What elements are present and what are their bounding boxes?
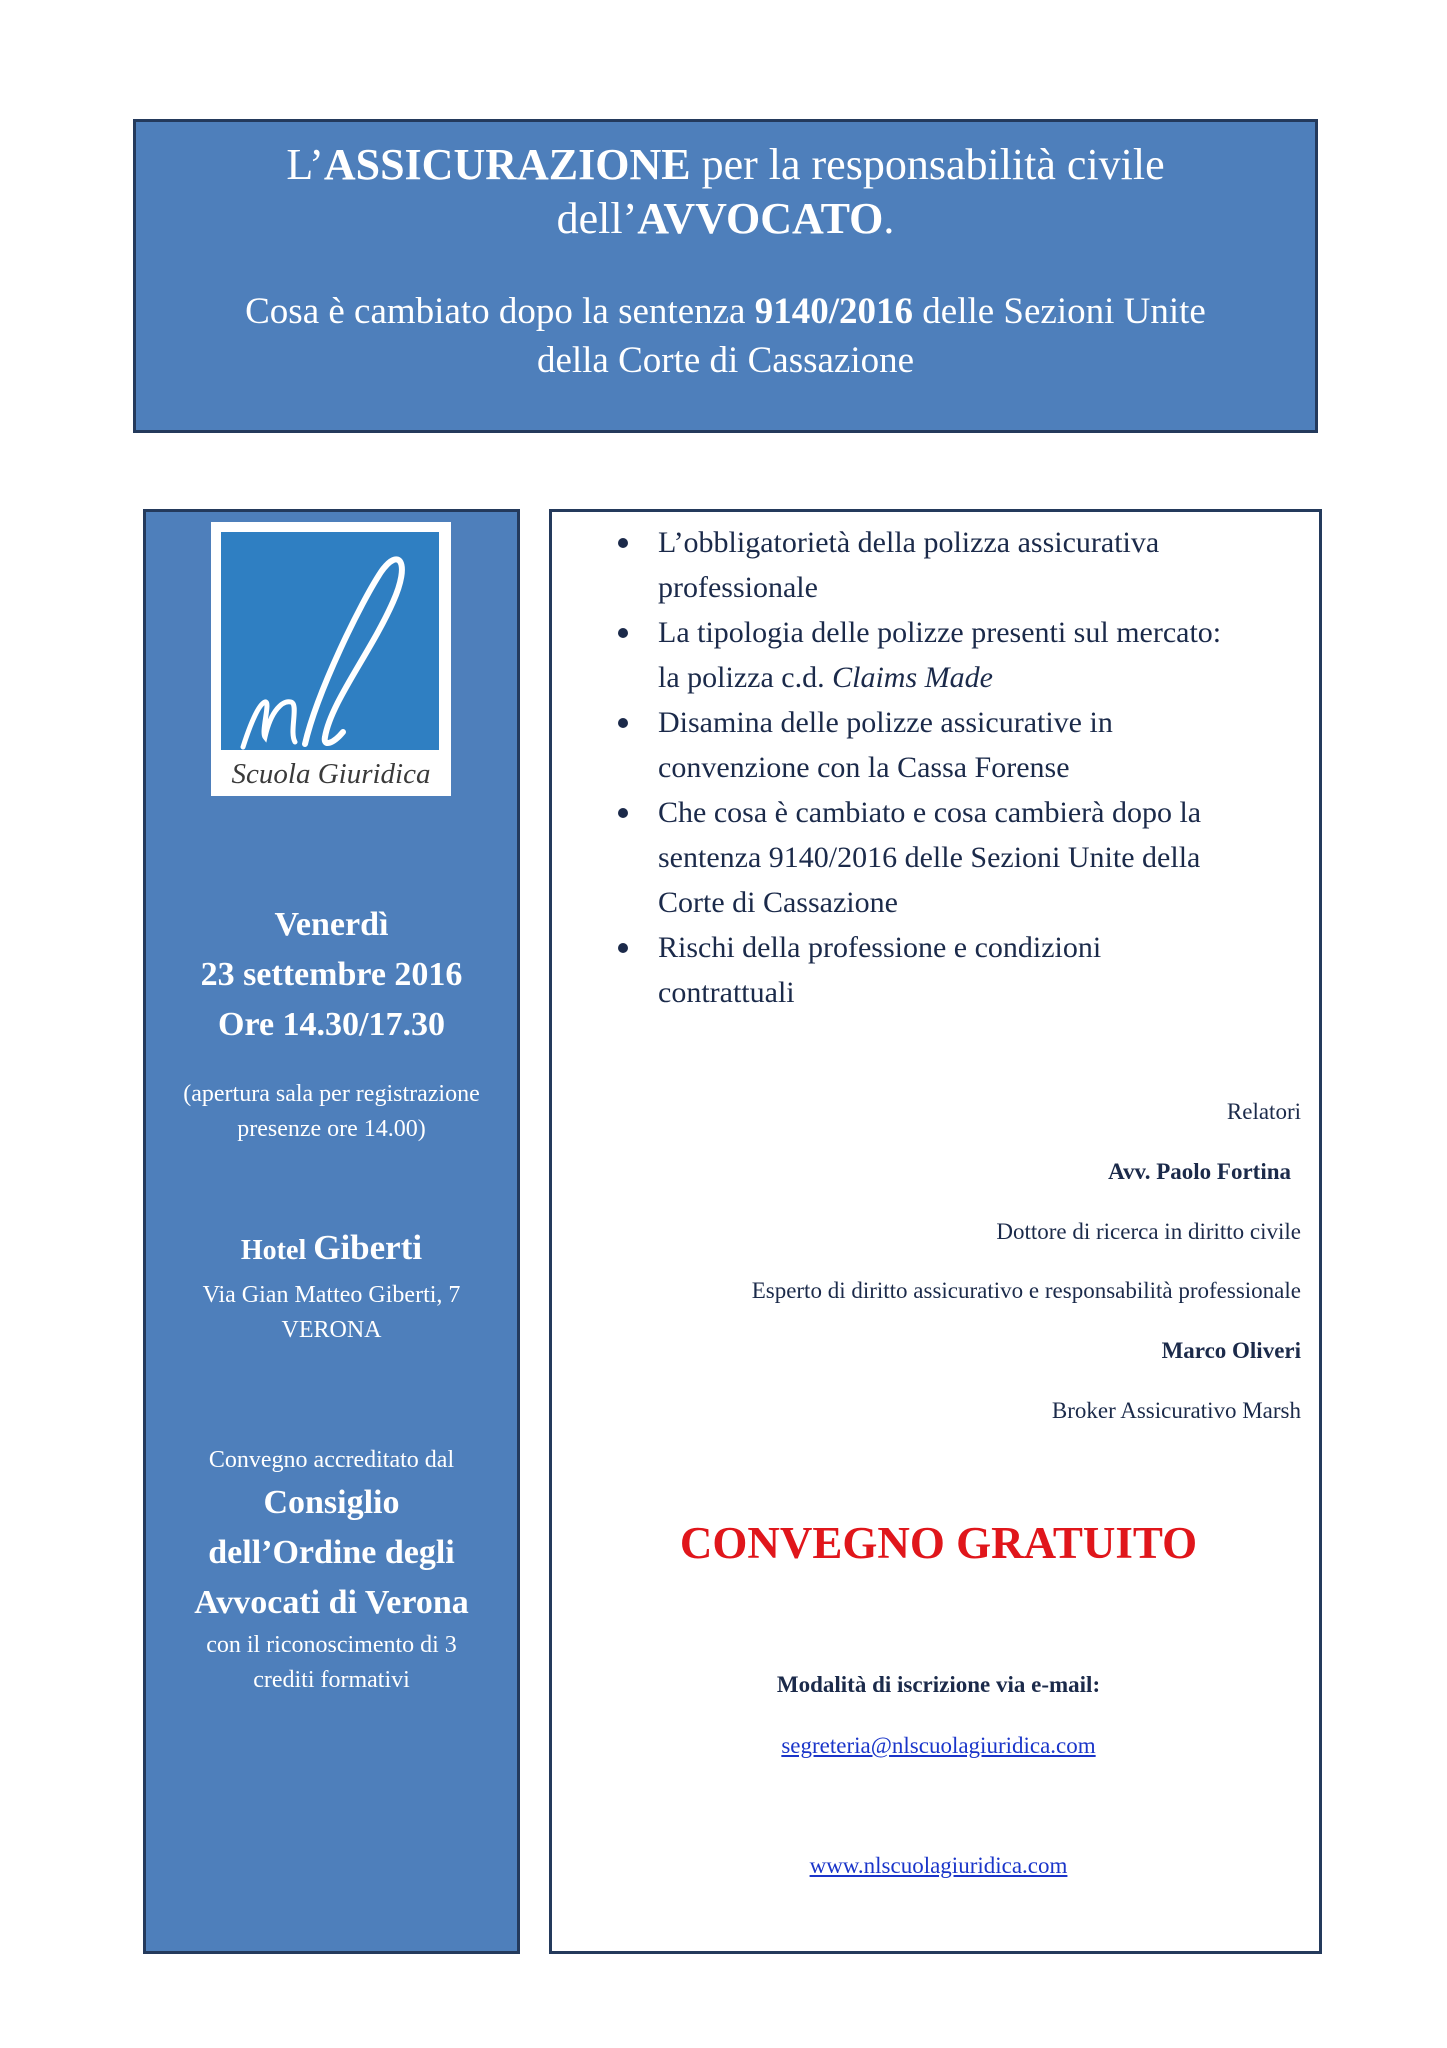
nl-monogram-icon: [221, 532, 439, 750]
title-line-2: dell’AVVOCATO.: [556, 194, 895, 243]
credits-line-1: con il riconoscimento di 3: [206, 1632, 457, 1658]
credits-info: [146, 1628, 517, 1698]
venue-name: [146, 1227, 517, 1272]
speaker-1-role-1: Dottore di ricerca in diritto civile: [996, 1219, 1301, 1244]
topic-line: Corte di Cassazione: [658, 886, 898, 919]
list-item: [552, 610, 1312, 700]
credits-line-2: crediti formativi: [253, 1667, 410, 1693]
school-logo: [211, 522, 451, 796]
topic-line: convenzione con la Cassa Forense: [658, 751, 1070, 784]
logo-mark: [221, 532, 439, 750]
subtitle-line-1: Cosa è cambiato dopo la sentenza 9140/2016 delle Sezioni Unite: [245, 291, 1206, 332]
list-item: [552, 925, 1312, 1015]
topic-line: La tipologia delle polizze presenti sul mercato:: [658, 616, 1222, 649]
list-item: [552, 520, 1312, 610]
address-street: Via Gian Matteo Giberti, 7: [202, 1282, 461, 1308]
venue-prefix: Hotel: [240, 1235, 314, 1266]
event-day: Venerdì: [274, 906, 389, 943]
subtitle-line-2: della Corte di Cassazione: [536, 340, 915, 381]
bullet-icon: [618, 943, 628, 953]
bullet-icon: [618, 628, 628, 638]
speaker-2-role: Broker Assicurativo Marsh: [1051, 1398, 1301, 1423]
accrediting-council: [146, 1478, 517, 1628]
council-line-1: Consiglio: [263, 1484, 400, 1521]
note-line-2: presenze ore 14.00): [237, 1116, 426, 1142]
topic-line: [658, 655, 1298, 700]
logo-caption: Scuola Giuridica: [231, 758, 431, 790]
registration-note: [146, 1077, 517, 1147]
note-line-1: (apertura sala per registrazione: [183, 1081, 480, 1107]
topic-line: professionale: [658, 571, 818, 604]
topic-text: la polizza c.d.: [658, 661, 833, 694]
registration-email-link[interactable]: segreteria@nlscuolagiuridica.com: [781, 1733, 1096, 1758]
free-event-banner: CONVEGNO GRATUITO: [679, 1518, 1198, 1568]
website-link[interactable]: www.nlscuolagiuridica.com: [809, 1853, 1068, 1878]
bullet-icon: [618, 538, 628, 548]
title-line-1: L’ASSICURAZIONE per la responsabilità civile: [286, 140, 1165, 189]
council-line-2: dell’Ordine degli: [208, 1534, 455, 1571]
bullet-icon: [618, 718, 628, 728]
registration-label: Modalità di iscrizione via e-mail:: [776, 1672, 1101, 1697]
speaker-2-name: Marco Oliveri: [1161, 1338, 1301, 1363]
venue-address: [146, 1278, 517, 1348]
website-row: [552, 1851, 1325, 1881]
speaker-1-name: Avv. Paolo Fortina: [1108, 1159, 1291, 1184]
topic-line: sentenza 9140/2016 delle Sezioni Unite della: [658, 841, 1201, 874]
topic-line: L’obbligatorietà della polizza assicurativa: [658, 526, 1160, 559]
speakers-heading: Relatori: [1226, 1099, 1301, 1124]
registration-email-row: [552, 1731, 1325, 1761]
topic-line: Disamina delle polizze assicurative in: [658, 706, 1113, 739]
council-line-3: Avvocati di Verona: [194, 1584, 469, 1621]
speaker-1-role-2: Esperto di diritto assicurativo e responsabilità professionale: [751, 1278, 1301, 1303]
title-banner: [133, 119, 1318, 433]
bullet-icon: [618, 808, 628, 818]
topic-line: Che cosa è cambiato e cosa cambierà dopo la: [658, 796, 1202, 829]
list-item: [552, 700, 1312, 790]
address-city: VERONA: [281, 1317, 382, 1343]
event-info-panel: [143, 509, 520, 1954]
venue-hotel-name: Giberti: [313, 1228, 423, 1267]
list-item: [552, 790, 1312, 925]
accreditation-label: Convegno accreditato dal: [208, 1447, 455, 1473]
topics-list: [552, 520, 1312, 1015]
event-date: [146, 900, 517, 1050]
event-full-date: 23 settembre 2016: [200, 956, 463, 993]
topic-line: contrattuali: [658, 976, 795, 1009]
program-panel: [549, 509, 1322, 1954]
topic-italic-term: Claims Made: [832, 661, 993, 694]
event-time: Ore 14.30/17.30: [218, 1006, 445, 1043]
topic-line: Rischi della professione e condizioni: [658, 931, 1102, 964]
